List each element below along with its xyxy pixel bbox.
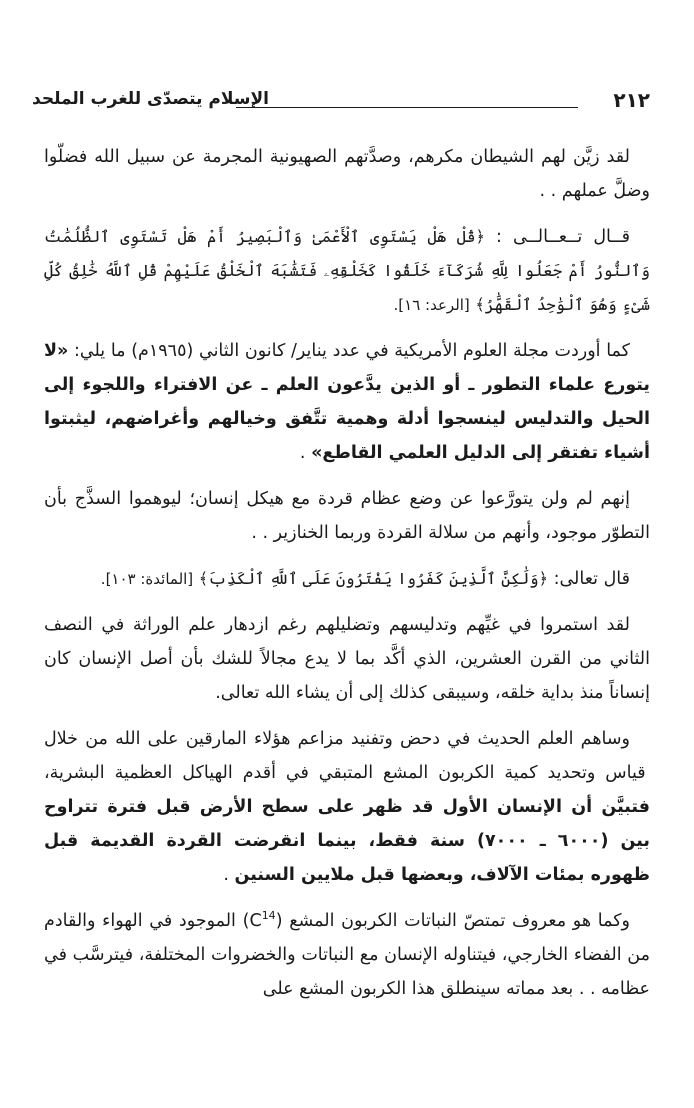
paragraph-science-magazine <box>44 334 650 470</box>
verse-reference-maidah: [المائدة: ١٠٣]. <box>100 570 194 588</box>
page-body <box>44 140 650 1006</box>
paragraph-7-end: . <box>223 865 229 885</box>
paragraph-7 <box>44 722 650 892</box>
paragraph-6: لقد استمروا في غيِّهم وتدليسهم وتضليلهم رغم ازدهار علم الوراثة في النصف الثاني من القرن العشرين، الذي أكَّد بما لا يدع مجالاً للشك بأن أصل الإنسان كان إنساناً منذ بداية خلقه، وسيبقى كذلك إلى أن يشاء الله تعالى. <box>44 615 650 703</box>
paragraph-8-text-a: وكما هو معروف تمتصّ النباتات الكربون المشع (C <box>249 911 630 931</box>
carbon-superscript: 14 <box>261 909 276 923</box>
verse-intro-2: قال تعالى: <box>548 569 630 589</box>
quran-verse-maidah: ﴿وَلَٰكِنَّ ٱلَّذِينَ كَفَرُوا يَفْتَرُونَ عَلَى ٱللَّهِ ٱلْكَذِبَ﴾ <box>198 569 548 588</box>
paragraph-1: لقد زيَّن لهم الشيطان مكرهم، وصدَّتهم الصهيونية المجرمة عن سبيل الله فضلّوا وضلَّ عملهم . . <box>44 147 650 201</box>
page-header <box>32 88 650 114</box>
verse-intro: قــال تــعــالــى : <box>484 227 631 247</box>
paragraph-7-text: وساهم العلم الحديث في دحض وتفنيد مزاعم هؤلاء المارقين على الله من خلال قياس وتحديد كمية الكربون المشع المتبقي في أقدم الهياكل العظمية البشرية، <box>44 729 646 783</box>
quran-verse-raad: ﴿قُلْ هَلْ يَسْتَوِى ٱلْأَعْمَىٰ وَٱلْبَصِيرُ أَمْ هَلْ تَسْتَوِى ٱلظُّلُمَٰتُ وَٱلنُّورُ أَمْ جَعَلُوا لِلَّهِ شُرَكَآءَ خَلَقُوا كَخَلْقِهِۦ فَتَشَٰبَهَ ٱلْخَلْقُ عَلَيْهِمْ قُلِ ٱللَّهُ خَٰلِقُ كُلِّ شَىْءٍ وَهُوَ ٱلْوَٰحِدُ ٱلْقَهَّٰرُ﴾ <box>44 227 650 314</box>
paragraph-4: إنهم لم ولن يتورَّعوا عن وضع عظام قردة مع هيكل إنسان؛ ليوهموا السذَّج بأن التطوّر موجود، وأنهم من سلالة القردة وربما الخنازير . . <box>44 489 650 543</box>
magazine-intro: كما أوردت مجلة العلوم الأمريكية في عدد يناير/ كانون الثاني (١٩٦٥م) ما يلي: <box>68 341 630 361</box>
verse-reference-raad: [الرعد: ١٦]. <box>393 296 470 314</box>
paragraph-verse-maidah <box>44 562 650 596</box>
header-rule <box>236 107 578 108</box>
paragraph-verse-raad <box>44 220 650 322</box>
magazine-quote: «لا يتورع علماء التطور ـ أو الذين يدَّعون العلم ـ عن الافتراء واللجوء إلى الحيل والتدليس لينسجوا أدلة وهمية تتَّفق وخيالهم وأغراضهم، ليثبتوا أشياء تفتقر إلى الدليل العلمي القاطع» <box>44 341 650 463</box>
page-number: ٢١٢ <box>613 88 650 112</box>
paragraph-7-bold: فتبيَّن أن الإنسان الأول قد ظهر على سطح الأرض قبل فترة تتراوح بين (٦٠٠٠ ـ ٧٠٠٠) سنة فقط، بينما انقرضت القردة القديمة قبل ظهوره بمئات الآلاف، وبعضها قبل ملايين السنين <box>44 797 650 885</box>
running-title: الإسلام يتصدّى للغرب الملحد <box>32 89 269 109</box>
paragraph-8 <box>44 904 650 1006</box>
magazine-end: . <box>299 443 306 463</box>
paragraph-8-text-b: ) الموجود في الهواء والقادم من الفضاء الخارجي، فيتناوله الإنسان مع النباتات والخضروات المختلفة، فيترسَّب في عظامه . . بعد مماته سينطلق هذا الكربون المشع على <box>44 911 650 999</box>
